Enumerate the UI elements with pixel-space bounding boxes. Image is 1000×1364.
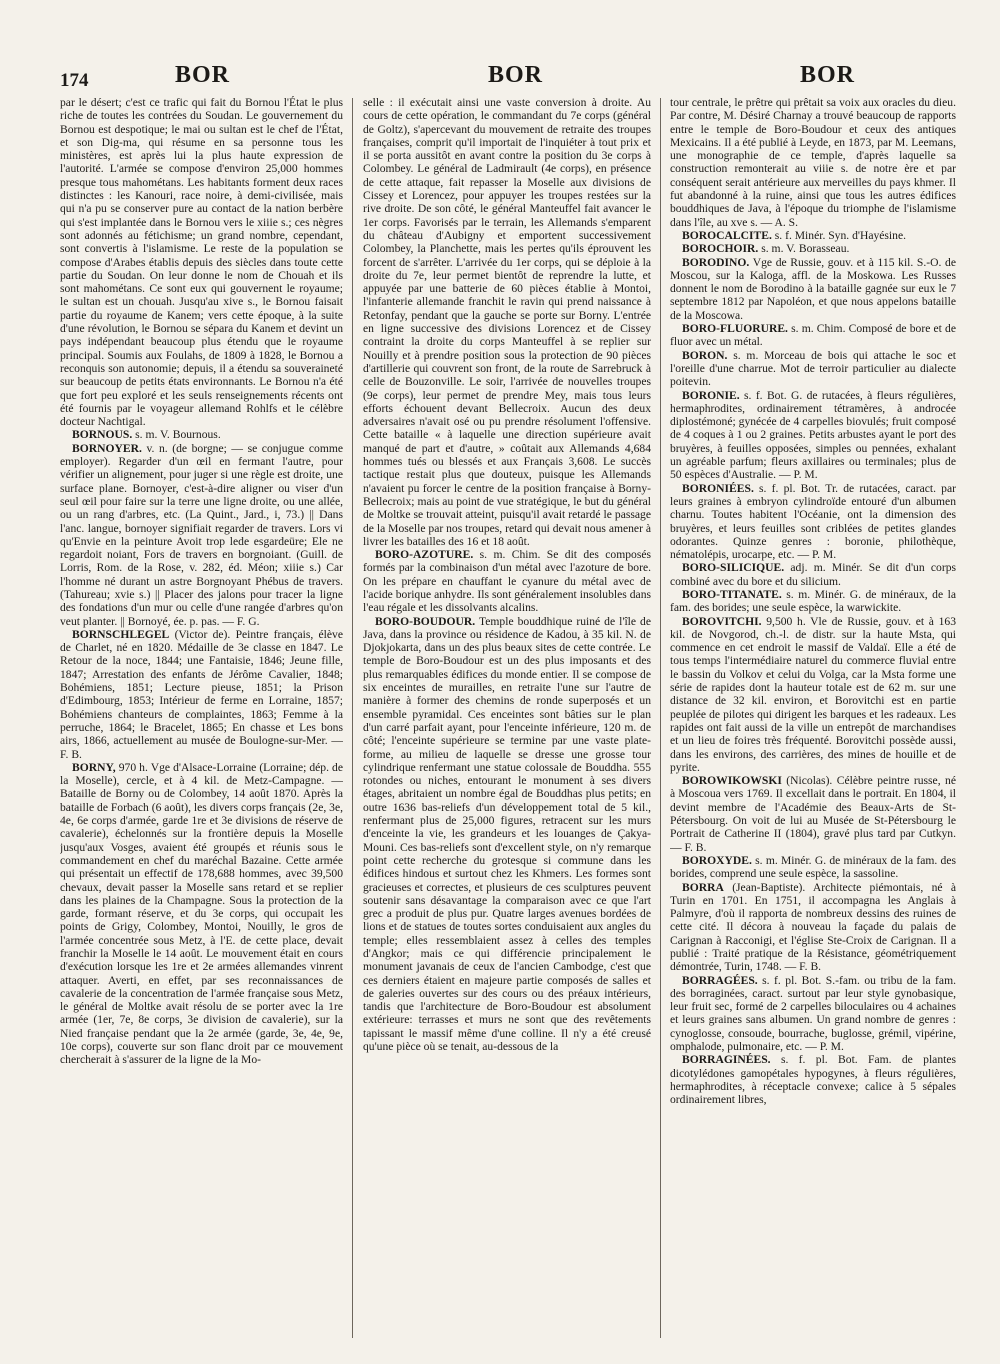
entry-headword: BORODINO. <box>682 255 750 269</box>
entry-text: Vge de Russie, gouv. et à 115 kil. S.-O. de Moscou, sur la Kaloga, affl. de la Moskowa. Les Russes donnent le nom de Borodino à la bataille gagnée sur eux le 7 septembre 1812 par Napoléon, et que nous appelons bataille de la Moscowa. <box>670 255 956 322</box>
dictionary-entry <box>670 322 956 349</box>
dictionary-entry <box>670 561 956 588</box>
page-number: 174 <box>60 70 89 91</box>
entry-headword: BOROCHOIR. <box>682 242 759 256</box>
dictionary-entry <box>60 428 343 441</box>
entry-headword: BOROXYDE. <box>682 853 752 867</box>
dictionary-entry <box>670 615 956 775</box>
dictionary-entry <box>670 774 956 854</box>
text-column-2 <box>363 96 651 1346</box>
entry-headword: BORO-BOUDOUR. <box>375 614 476 628</box>
entry-headword: BORON. <box>682 348 728 362</box>
entry-headword: BORNSCHLEGEL <box>72 627 170 641</box>
dictionary-entry <box>670 256 956 322</box>
running-head-right: BOR <box>800 62 856 88</box>
dictionary-entry <box>60 442 343 628</box>
entry-text: s. f. pl. Bot. S.-fam. ou tribu de la fam. des borraginées, caract. surtout par leur style gynobasique, leur fruit sec, formé de 2 carpelles biloculaires ou 4 achaines et leurs graines sans albumen. Un grand nombre de genres : cynoglosse, consoude, bourrache, buglosse, grémil, vipérine, omphalode, pulmonaire, etc. — P. M. <box>670 973 956 1054</box>
dictionary-entry <box>670 242 956 255</box>
entry-headword: BOROCALCITE. <box>682 228 772 242</box>
entry-text: s. m. Chim. Se dit des composés formés par la combinaison d'un métal avec l'azoture de bore. On les prépare en chauffant le cyanure du métal avec de l'acide borique anhydre. Ils sont généralement insolubles dans l'eau régale et les dissolvants alcalins. <box>363 548 651 615</box>
entry-headword: BORNOYER. <box>72 441 142 455</box>
dictionary-entry <box>670 349 956 389</box>
dictionary-entry <box>60 96 343 428</box>
column-rule <box>352 98 353 1338</box>
entry-text: tour centrale, le prêtre qui prêtait sa voix aux oracles du dieu. Par contre, M. Désiré Charnay a trouvé beaucoup de rapports entre le temple de Boro-Boudour et ceux des antiques Mexicains. Il a été publié à Leyde, en 1873, par M. Leemans, une monographie de ce temple, d'après laquelle sa construction remonterait au viiie s. de notre ère et par conséquent serait antérieure aux merveilles du pays khmer. Il fut abandonné à la ruine, ainsi que tous les autres édifices bouddhiques de Java, à l'époque du triomphe de l'islamisme dans l'île, au xve s. — A. S. <box>670 96 956 229</box>
dictionary-entry <box>670 881 956 974</box>
entry-headword: BORNOUS. <box>72 428 133 442</box>
entry-text: par le désert; c'est ce trafic qui fait du Bornou l'État le plus riche de toutes les contrées du Soudan. Le gouvernement du Bornou est despotique; le mai ou sultan est le chef de l'État, et son Dig-ma, qui résume en sa personne tous les ministères, est après lui la plus haute expression de l'autorité. L'armée se compose d'environ 25,000 hommes presque tous mahométans. Les habitants forment deux races distinctes : les Kanouri, race noire, à demi-civilisée, mais qui n'a pu se conserver pure au contact de la nation berbère qui s'est implantée dans le Bornou vers le xiiie s.; ces nègres sont adonnés au fétichisme; un grand nombre, cependant, sont convertis à l'islamisme. Le reste de la population se compose d'Arabes établis depuis des siècles dans toute cette partie du Soudan. On leur donne le nom de Chouah et ils sont mahométans. Ce sont eux qui gouvernent le royaume; le sultan est un chouah. Jusqu'au xive s., le Bornou faisait partie du royaume de Kanem; vers cette époque, à la suite d'une révolution, le Bornou se sépara du Kanem et devint un pays indépendant beaucoup plus étendu que le royaume principal. Soumis aux Foulahs, de 1809 à 1828, le Bornou a reconquis son autonomie; depuis, il a étendu sa souveraineté sur beaucoup de petits états environnants. Le Bornou n'a été que fort peu exploré et les seuls renseignements récents ont été fournis par le voyageur allemand Rohlfs et le célèbre docteur Nachtigal. <box>60 96 343 429</box>
dictionary-entry <box>670 974 956 1054</box>
entry-headword: BOROVITCHI. <box>682 614 762 628</box>
entry-headword: BORRA <box>682 880 724 894</box>
dictionary-entry <box>363 615 651 1054</box>
entry-text: selle : il exécutait ainsi une vaste conversion à droite. Au cours de cette opération, le commandant du 7e corps (général de Goltz), s'apercevant du mouvement de retraite des troupes françaises, comprit qu'il importait de l'inquiéter à tout prix et il se porta aussitôt en avant contre la position du 3e corps à Colombey. Le général de Ladmirault (4e corps), en présence de cette attaque, fait repasser la Moselle aux divisions de Cissey et Lorencez, pour appuyer les troupes restées sur la rive droite. De son côté, le général Manteuffel fait avancer le 1er corps. Favorisés par le terrain, les Allemands s'emparent du château d'Aubigny et emportent successivement Colombey, la Planchette, mais les pertes qu'ils éprouvent les forcent de s'arrêter. L'arrivée du 1er corps, qui se déploie à la droite du 7e, leur permet bientôt de reprendre la lutte, et appuyée par une batterie de 60 pièces établie à Montoi, l'infanterie allemande franchit le ravin qui prend naissance à Retonfay, pendant que la gauche se porte sur Borny. L'entrée en ligne successive des divisions Lorencez et de Cissey contraint la droite du corps Manteuffel à se replier sur Nouilly et à prendre position sous la protection de 90 pièces d'artillerie qui couvrent son front, de la route de Sarrebruck à celle de Bouzonville. Le soir, l'arrivée de nouvelles troupes (9e corps), leur permet de prendre Mey, mais tous leurs efforts échouent devant Bellecroix. Aucun des deux adversaires n'avait osé ou pu prendre résolument l'offensive. Cette bataille « à laquelle une direction supérieure avait manqué de part et d'autre, » coûtait aux Allemands 4,684 hommes tués ou blessés et aux Français 3,608. Le succès tactique restait plus que douteux, puisque les Allemands n'avaient pu forcer le centre de la position française à Borny-Bellecroix; mais au point de vue stratégique, le but du général de Moltke se trouvait atteint, puisqu'il avait retardé le passage de la Moselle par nos troupes, retard qui devait nous amener à livrer les batailles des 16 et 18 août. <box>363 96 651 548</box>
entry-text: (Nicolas). Célèbre peintre russe, né à Moscoua vers 1769. Il excellait dans le portrait. En 1804, il devint membre de l'Académie des Beaux-Arts de St-Pétersbourg. On voit de lui au Musée de St-Pétersbourg le Portrait de Catherine II (1804), gravé plus tard par Cutkyn. — F. B. <box>670 774 956 854</box>
text-column-1 <box>60 96 343 1346</box>
dictionary-entry <box>670 482 956 562</box>
dictionary-entry <box>60 761 343 1067</box>
entry-headword: BORNY, <box>72 760 116 774</box>
dictionary-entry <box>363 96 651 548</box>
column-rule <box>660 98 661 1338</box>
text-column-3 <box>670 96 956 1346</box>
entry-text: s. m. Chim. Composé de bore et de fluor avec un métal. <box>670 322 956 349</box>
entry-text: s. m. Minér. G. de minéraux de la fam. des borides, comprend une seule espèce, la sassoline. <box>670 853 956 881</box>
dictionary-entry <box>670 1053 956 1106</box>
entry-text: s. f. pl. Bot. Fam. de plantes dicotylédones gamopétales hypogynes, à fleurs régulières, hermaphrodites, à réceptacle convexe; calice à 5 sépales ordinairement libres, <box>670 1053 956 1107</box>
entry-text: Temple bouddhique ruiné de l'île de Java, dans la province ou résidence de Kadou, à 35 kil. N. de Djokjokarta, dans un des plus beaux sites de cette contrée. Le temple de Boro-Boudour est un des plus imposants et des plus remarquables édifices du monde entier. Il se compose de six enceintes de murailles, en retraite l'une sur l'autre de manière à former des chemins de ronde superposés et un ensemble pyramidal. Ces enceintes sont bâties sur le plan d'un carré parfait ayant, pour l'enceinte inférieure, 120 m. de côté; l'enceinte supérieure se termine par une vaste plate-forme, au milieu de laquelle se dresse une grosse tour cylindrique renfermant une statue colossale de Bouddha. 555 rotondes ou niches, entourant le monument à ses divers étages, abritaient un nombre égal de Bouddhas plus petits; en outre 1636 bas-reliefs d'un développement total de 5 kil., renfermant plus de 25,000 figures, retracent sur les murs d'enceinte la vie, les grandeurs et les louanges de Çakya-Mouni. Ces bas-reliefs sont d'excellent style, on n'y remarque point cette recherche du grotesque si commune dans les édifices hindous et surtout chez les Khmers. Les formes sont gracieuses et correctes, et plusieurs de ces sculptures peuvent soutenir sans désavantage la comparaison avec ce que l'art grec a produit de plus pur. Quatre larges avenues bordées de lions et de statues de toutes sortes conduisaient aux angles du temple; elles ressemblaient assez à celles des temples d'Angkor; mais ce qui différencie principalement le monument javanais de ceux de l'ancien Cambodge, c'est que ces derniers étaient en majeure partie composés de salles et de galeries ouvertes sur des cours ou des préaux intérieurs, tandis que l'architecture de Boro-Boudour est absolument extérieure: terrasses et murs ne sont que des revêtements tapissant le massif même d'une colline. Il n'y a été creusé qu'une pièce où se tenait, au-dessous de la <box>363 614 651 1054</box>
dictionary-entry <box>670 96 956 229</box>
running-head-left: BOR <box>175 62 231 88</box>
entry-text: 9,500 h. Vle de Russie, gouv. et à 163 kil. de Novgorod, ch.-l. de distr. sur la haute Msta, qui commence en cet endroit le massif de Valdaï. Elle a été de tous temps l'intermédiaire naturel du commerce fluvial entre le bassin du Volkov et celui du Volga, car la Msta forme une série de rapides dont la hauteur totale est de 62 m. sur une distance de 32 kil. environ, et Borovitchi est en partie peuplée de pilotes qui dirigent les barques et les radeaux. Les rapides ont fait aussi de la ville un entrepôt de marchandises et un lieu de foires très fréquenté. Borovitchi possède aussi, dans les environs, des carrières, des mines de houille et de pyrite. <box>670 614 956 774</box>
entry-headword: BORO-SILICIQUE. <box>682 561 785 575</box>
entry-text: s. m. Minér. G. de minéraux, de la fam. des borides; une seule espèce, la warwickite. <box>670 587 956 615</box>
entry-headword: BORO-TITANATE. <box>682 587 782 601</box>
entry-text: v. n. (de borgne; — se conjugue comme employer). Regarder d'un œil en fermant l'autre, pour vérifier un alignement, pour juger si une règle est droite, une surface plane. Bornoyer, c'est-à-dire aligner ou viser d'un seul œil pour faire sur la terre une ligne droite, ou une allée, ou un rang d'arbres, etc. (La Quint., Jard., i, 73.) || Dans l'anc. langue, bornoyer signifiait regarder de travers. Lors vi qu'Envie en la peinture Avoit trop lede esgardeüre; Ele ne regardoit noiant, Fors de travers en borgnoiant. (Guill. de Lorris, Rom. de la Rose, v. 282, éd. Méon; xiiie s.) Car l'homme né durant un astre Borgnoyant Phébus de travers. (Tahureau; xvie s.) || Placer des jalons pour tracer la ligne des fondations d'un mur ou celle d'une rangée d'arbres qu'on veut planter. || Bornoyé, ée. p. pas. — F. G. <box>60 441 343 628</box>
dictionary-entry <box>670 588 956 615</box>
entry-headword: BORRAGÉES. <box>682 973 758 987</box>
entry-headword: BORONIE. <box>682 388 740 402</box>
dictionary-entry <box>60 628 343 761</box>
entry-text: s. f. Bot. G. de rutacées, à fleurs régulières, hermaphrodites, ordinairement tétramères, à androcée diplostémoné; gynécée de 4 carpelles biovulés; fruit composé de 4 coques à 1 ou 2 graines. Petits arbustes ayant le port des bruyères, à feuilles opposées, simples ou pennées, exhalant un agréable parfum; fleurs axillaires ou terminales; plus de 50 espèces d'Australie. — P. M. <box>670 388 956 482</box>
dictionary-entry <box>670 854 956 881</box>
entry-text: (Jean-Baptiste). Architecte piémontais, né à Turin en 1701. En 1751, il accompagna les Anglais à Palmyre, d'où il rapporta de nombreux dessins des ruines de cette cité. Il décora à nouveau la façade du palais de Carignan à Racconigi, et l'église Ste-Croix de Carignan. Il a publié : Traité pratique de la Résistance, géométriquement démontrée, Turin, 1748. — F. B. <box>670 880 956 974</box>
entry-headword: BORONIÉES. <box>682 481 754 495</box>
dictionary-entry <box>363 548 651 614</box>
dictionary-entry <box>670 229 956 242</box>
entry-text: 970 h. Vge d'Alsace-Lorraine (Lorraine; dép. de la Moselle), cercle, et à 4 kil. de Metz-Campagne. — Bataille de Borny ou de Colombey, 14 août 1870. Après la bataille de Forbach (6 août), les divers corps français (2e, 3e, 4e, 6e corps d'armée, garde 1re et 3e divisions de réserve de cavalerie), échelonnés sur la frontière depuis la Moselle jusqu'aux Vosges, avaient été groupés et réunis sous le commandement en chef du maréchal Bazaine. Cette armée qui présentait un effectif de 178,688 hommes, avec 39,500 chevaux, devait passer la Moselle sans retard et se replier dans les plaines de la Champagne. Sous la protection de la garde, formant réserve, et du 3e corps, qui occupait les points de Grigy, Colombey, Montoi, Nouilly, le gros de l'armée concentrée sous Metz, à l'E. de cette place, devait franchir la Moselle le 14 août. Le mouvement était en cours d'exécution lorsque les 1re et 2e armées allemandes vinrent attaquer. Averti, en effet, par ses reconnaissances de cavalerie de la concentration de l'armée française sous Metz, le général de Moltke avait résolu de se porter avec la 1re armée (1er, 7e, 8e corps, 3e division de cavalerie), sur la Nied française pendant que la 2e armée (garde, 3e, 4e, 9e, 10e corps), couverte sur son flanc droit par ce mouvement chercherait à s'assurer de la ligne de la Mo- <box>60 760 343 1067</box>
dictionary-entry <box>670 389 956 482</box>
entry-text: s. f. Minér. Syn. d'Hayésine. <box>774 228 906 242</box>
entry-headword: BOROWIKOWSKI <box>682 774 782 788</box>
entry-text: s. m. V. Borasseau. <box>761 242 850 256</box>
entry-text: s. m. V. Bournous. <box>135 428 221 442</box>
page-header <box>0 58 1000 98</box>
entry-headword: BORO-AZOTURE. <box>375 548 474 562</box>
entry-headword: BORRAGINÉES. <box>682 1053 771 1067</box>
entry-text: s. m. Morceau de bois qui attache le soc et l'oreille d'une charrue. Mot de terroir particulier au dialecte poitevin. <box>670 348 956 389</box>
entry-text: s. f. pl. Bot. Tr. de rutacées, caract. par leurs graines à embryon cylindroïde entouré d'un albumen charnu. Toutes habitent l'Océanie, ont la dimension des bruyères, et leurs feuilles sont criblées de petites glandes odorantes. Quinze genres : boronie, philothèque, nématolépis, urocarpe, etc. — P. M. <box>670 481 956 562</box>
entry-headword: BORO-FLUORURE. <box>682 322 788 336</box>
entry-text: adj. m. Minér. Se dit d'un corps combiné avec du bore et du silicium. <box>670 561 956 588</box>
entry-text: (Victor de). Peintre français, élève de Charlet, né en 1820. Médaille de 3e classe en 1847. Le Retour de la noce, 1844; une Fantaisie, 1846; Jeune fille, 1847; Arrestation des enfants de Jérôme Cavalier, 1848; Bohémiens, 1851; Lecture pieuse, 1851; la Prison d'Edimbourg, 1853; Intérieur de ferme en Lorraine, 1857; Bohémiens chanteurs de complaintes, 1863; Femme à la perruche, 1864; le Bracelet, 1865; En chasse et Les bons airs, 1866, actuellement au musée de Boulogne-sur-Mer. — F. B. <box>60 627 343 761</box>
running-head-center: BOR <box>488 62 544 88</box>
